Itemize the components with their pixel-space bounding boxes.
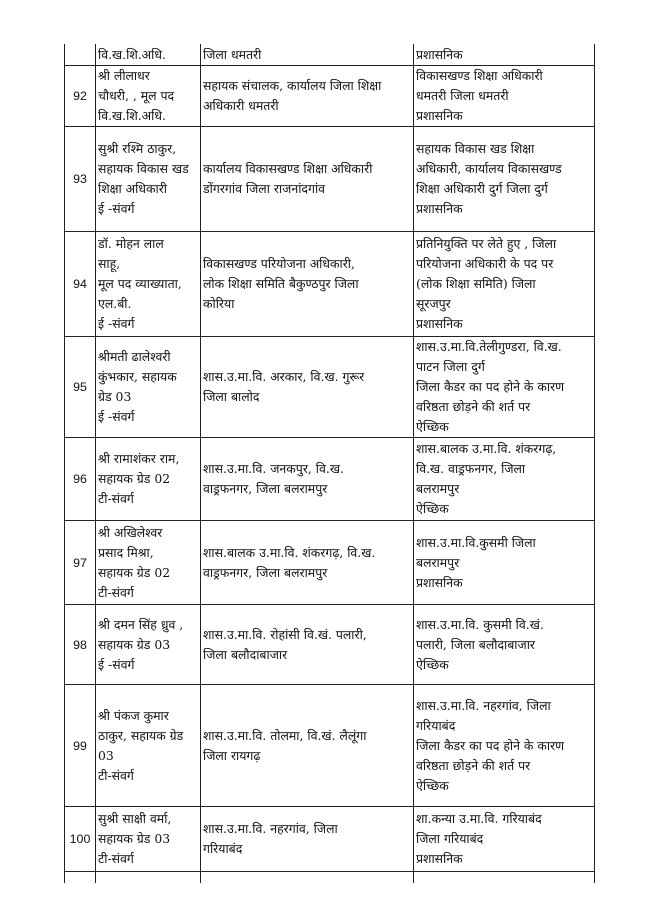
cell-text-line: साहू, [98,256,121,271]
cell-text-line: सुश्री रश्मि ठाकुर, [98,141,177,156]
cell-text-line: शास.उ.मा.वि. कुसमी वि.खं. [416,616,544,632]
cell-text-line: प्रशासनिक [416,316,463,331]
new-posting-cell [414,337,595,438]
serial-number-cell: 97 [65,521,96,605]
cell-text-line: शिक्षा अधिकारी [98,181,167,196]
cell-text-line: वि.ख.शि.अधि. [98,46,166,62]
new-posting-cell [414,44,595,66]
table-row [65,232,595,337]
serial-number-cell: 98 [65,605,96,685]
cell-text-line: अधिकारी धमतरी [203,98,279,113]
serial-number-cell: 94 [65,232,96,337]
cell-text-line: शास.उ.मा.वि. नहरगांव, जिला [416,697,551,713]
cell-text-line: श्री अखिलेश्वर [98,524,163,540]
cell-text-line: पलारी, जिला बलौदाबाजार [416,636,535,652]
cell-text-line: गरियाबंद [416,717,456,733]
cell-text-line: श्री लीलाधर [98,68,150,83]
cell-text-line: जिला धमतरी [203,46,262,62]
cell-text-line: डोंगरगांव जिला राजनांदगांव [203,181,326,196]
cell-text-line: जिला बलौदाबाजार [203,646,288,662]
cell-text-line: प्रशासनिक [416,201,463,216]
new-posting-cell [414,807,595,872]
cell-text-line: सहायक ग्रेड 03 [98,636,171,652]
cell-text-line: प्रशासनिक [416,46,463,62]
cell-text-line: विकासखण्ड शिक्षा अधिकारी [416,68,543,83]
cell-text-line: ई -संवर्ग [98,409,135,424]
new-posting-cell [414,66,595,127]
current-posting-cell [201,232,414,337]
cell-text-line: वरिष्ठता छोड़ने की शर्त पर [416,757,531,773]
serial-number-cell [65,44,96,66]
table-row [65,127,595,232]
cell-text-line: कार्यालय विकासखण्ड शिक्षा अधिकारी [203,161,373,176]
cell-text-line: प्रसाद मिश्रा, [98,544,154,560]
table-row [65,685,595,807]
current-posting-cell [201,44,414,66]
employee-name-cell [96,337,201,438]
employee-name-cell [96,438,201,521]
cell-text-line: सहायक ग्रेड 02 [98,564,171,580]
cell-text-line: शास.बालक उ.मा.वि. शंकरगढ़, [416,441,557,456]
table-row [65,337,595,438]
cell-text-line: गरियाबंद [203,841,243,856]
cell-text-line: ऐच्छिक [416,501,449,516]
cell-text-line: जिला कैडर का पद होने के कारण [416,737,565,753]
cell-text-line: सुश्री साक्षी वर्मा, [98,811,172,826]
table-row [65,66,595,127]
cell-text-line: जिला बालोद [203,389,260,404]
current-posting-cell [201,605,414,685]
cell-text-line: शा.कन्या उ.मा.वि. गरियाबंद [416,811,542,826]
new-posting-cell [414,438,595,521]
current-posting-cell [201,521,414,605]
cell-text-line: सहायक संचालक, कार्यालय जिला शिक्षा [203,78,382,93]
new-posting-cell [414,232,595,337]
empty-cell [96,872,201,884]
table-row [65,605,595,685]
current-posting-cell [201,438,414,521]
cell-text-line: श्री दमन सिंह ध्रुव , [98,616,184,632]
cell-text-line: पाटन जिला दुर्ग [416,359,485,374]
new-posting-cell [414,127,595,232]
cell-text-line: परियोजना अधिकारी के पद पर [416,256,554,271]
cell-text-line: वि.ख. वाड्रफनगर, जिला [416,461,526,476]
empty-cell [65,872,96,884]
cell-text-line: श्री पंकज कुमार [98,707,169,723]
current-posting-cell [201,685,414,807]
cell-text-line: टी-संवर्ग [98,491,134,506]
cell-text-line: शास.उ.मा.वि. अरकार, वि.ख. गुरूर [203,369,365,384]
table-row [65,807,595,872]
cell-text-line: शास.उ.मा.वि.कुसमी जिला [416,534,536,550]
cell-text-line: जिला रायगढ़ [203,747,261,763]
cell-text-line: सहायक विकास खड शिक्षा [416,141,535,156]
cell-text-line: धमतरी जिला धमतरी [416,88,509,103]
new-posting-cell [414,605,595,685]
cell-text-line: प्रतिनियुक्ति पर लेते हुए , जिला [416,236,557,251]
cell-text-line: शास.उ.मा.वि. जनकपुर, वि.ख. [203,461,344,476]
employee-name-cell [96,807,201,872]
employee-name-cell [96,232,201,337]
cell-text-line: शास.उ.मा.वि.तेलीगुण्डरा, वि.ख. [416,339,562,354]
cell-text-line: 03 [98,747,114,763]
serial-number-cell: 93 [65,127,96,232]
cell-text-line: शास.उ.मा.वि. तोलमा, वि.खं. लैलूंगा [203,727,367,743]
serial-number-cell: 99 [65,685,96,807]
empty-cell [201,872,414,884]
cell-text-line: जिला गरियाबंद [416,831,484,846]
cell-text-line: बलरामपुर [416,481,460,496]
table-row-continuation [65,872,595,884]
cell-text-line: वि.ख.शि.अधि. [98,108,166,123]
cell-text-line: बलरामपुर [416,554,460,570]
current-posting-cell [201,66,414,127]
cell-text-line: जिला कैडर का पद होने के कारण [416,379,565,394]
cell-text-line: वाड्रफनगर, जिला बलरामपुर [203,564,328,580]
serial-number-cell: 96 [65,438,96,521]
table-row [65,521,595,605]
table-row [65,44,595,66]
current-posting-cell [201,337,414,438]
new-posting-cell [414,521,595,605]
cell-text-line: ई -संवर्ग [98,316,135,331]
cell-text-line: मूल पद व्याख्याता, [98,276,182,291]
cell-text-line: प्रशासनिक [416,574,463,590]
employee-name-cell [96,66,201,127]
cell-text-line: एल.बी. [98,296,132,311]
cell-text-line: (लोक शिक्षा समिति) जिला [416,276,536,291]
employee-name-cell [96,605,201,685]
cell-text-line: श्री रामाशंकर राम, [98,451,180,466]
new-posting-cell [414,685,595,807]
table-body [65,44,595,883]
employee-name-cell [96,521,201,605]
cell-text-line: ऐच्छिक [416,656,449,672]
cell-text-line: कुंभकार, सहायक [98,369,177,384]
cell-text-line: शास.बालक उ.मा.वि. शंकरगढ़, वि.ख. [203,544,376,560]
cell-text-line: ऐच्छिक [416,777,449,793]
cell-text-line: वाड्रफनगर, जिला बलरामपुर [203,481,328,496]
cell-text-line: सहायक ग्रेड 03 [98,831,171,846]
cell-text-line: सूरजपुर [416,296,451,311]
cell-text-line: कोरिया [203,296,235,311]
cell-text-line: ग्रेड 03 [98,389,132,404]
employee-name-cell [96,685,201,807]
cell-text-line: शास.उ.मा.वि. रोहांसी वि.खं. पलारी, [203,626,367,642]
current-posting-cell [201,127,414,232]
cell-text-line: टी-संवर्ग [98,851,134,866]
cell-text-line: ई -संवर्ग [98,656,135,672]
serial-number-cell: 100 [65,807,96,872]
cell-text-line: विकासखण्ड परियोजना अधिकारी, [203,256,355,271]
serial-number-cell: 95 [65,337,96,438]
cell-text-line: ठाकुर, सहायक ग्रेड [98,727,184,743]
cell-text-line: सहायक ग्रेड 02 [98,471,171,486]
cell-text-line: अधिकारी, कार्यालय विकासखण्ड [416,161,562,176]
cell-text-line: श्रीमती ढालेश्वरी [98,349,171,364]
table-row [65,438,595,521]
cell-text-line: सहायक विकास खड [98,161,189,176]
cell-text-line: ई -संवर्ग [98,201,135,216]
transfer-order-table [64,44,595,883]
cell-text-line: शास.उ.मा.वि. नहरगांव, जिला [203,821,338,836]
employee-name-cell [96,127,201,232]
cell-text-line: प्रशासनिक [416,108,463,123]
cell-text-line: शिक्षा अधिकारी दुर्ग जिला दुर्ग [416,181,548,196]
cell-text-line: टी-संवर्ग [98,767,134,783]
current-posting-cell [201,807,414,872]
serial-number-cell: 92 [65,66,96,127]
empty-cell [414,872,595,884]
cell-text-line: चौधरी, , मूल पद [98,88,175,103]
cell-text-line: वरिष्ठता छोड़ने की शर्त पर [416,399,531,414]
employee-name-cell [96,44,201,66]
cell-text-line: प्रशासनिक [416,851,463,866]
cell-text-line: लोक शिक्षा समिति बैकुण्ठपुर जिला [203,276,359,291]
cell-text-line: डॉ. मोहन लाल [98,236,164,251]
cell-text-line: ऐच्छिक [416,419,449,434]
cell-text-line: टी-संवर्ग [98,584,134,600]
